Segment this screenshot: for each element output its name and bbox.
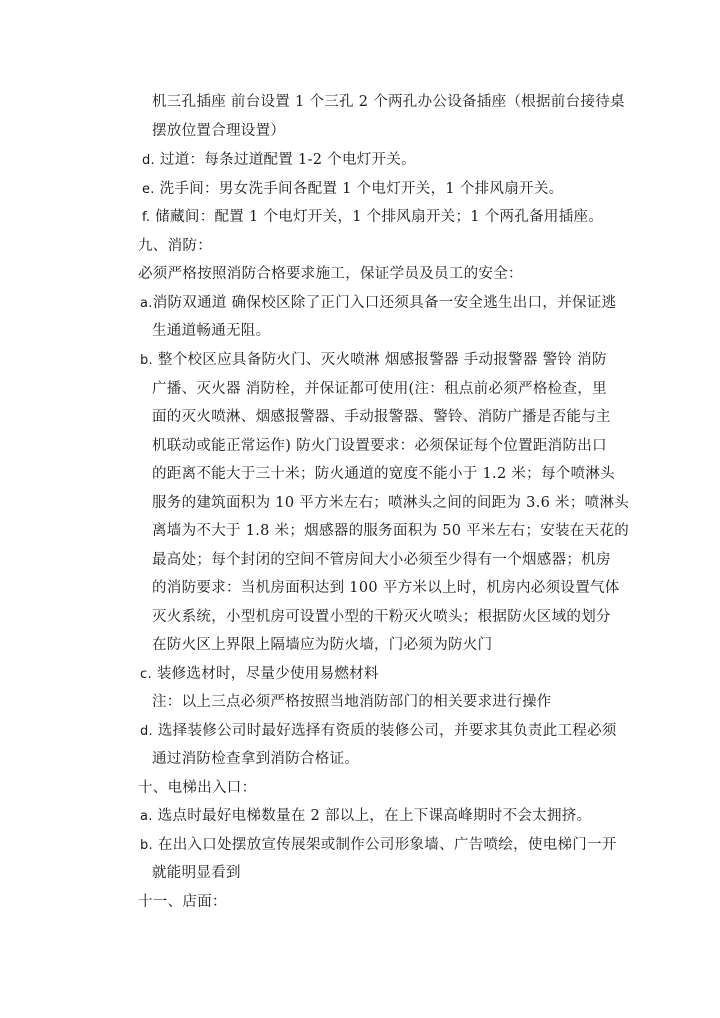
list-label: b. [140,353,153,368]
text-line: 广播、灭火器 消防栓，并保证都可使用(注：租点前必须严格检查，里 [152,381,607,397]
text-line: 摆放位置合理设置） [152,123,286,139]
text-line: 机三孔插座 前台设置 1 个三孔 2 个两孔办公设备插座（根据前台接待桌 [152,94,625,110]
text-line: 就能明显看到 [152,865,241,881]
list-label: d. [142,153,155,168]
text-line: 的消防要求：当机房面积达到 100 平方米以上时，机房内必须设置气体 [152,580,620,596]
list-item-b: b. 在出入口处摆放宣传展架或制作公司形象墙、广告喷绘，使电梯门一开 [140,837,617,853]
list-label: d. [140,724,153,739]
list-item-d: d. 选择装修公司时最好选择有资质的装修公司，并要求其负责此工程必须 [140,723,617,739]
list-item-c: c. 装修选材时，尽量少使用易燃材料 [140,666,379,682]
list-label: a. [140,296,153,311]
text-line: 面的灭火喷淋、烟感报警器、手动报警器、警铃、消防广播是否能与主 [152,409,611,425]
list-item-e: e. 洗手间：男女洗手间各配置 1 个电灯开关，1 个排风扇开关。 [142,181,564,197]
list-item-d: d. 过道：每条过道配置 1-2 个电灯开关。 [142,152,416,168]
list-label: c. [140,667,152,682]
list-item-a: a.消防双通道 确保校区除了正门入口还须具备一安全逃生出口，并保证逃 [140,295,617,311]
list-item-f: f. 储藏间：配置 1 个电灯开关，1 个排风扇开关；1 个两孔备用插座。 [142,209,604,225]
list-label: a. [140,809,153,824]
text-line: 服务的建筑面积为 10 平方米左右；喷淋头之间的间距为 3.6 米；喷淋头 [152,495,630,511]
text-line: 灭火系统，小型机房可设置小型的干粉灭火喷头；根据防火区域的划分 [152,609,611,625]
text-line: 最高处；每个封闭的空间不管房间大小必须至少得有一个烟感器；机房 [152,552,611,568]
text-line: 生通道畅通无阻。 [152,323,271,339]
list-label: e. [142,182,155,197]
list-item-b: b. 整个校区应具备防火门、灭火喷淋 烟感报警器 手动报警器 警铃 消防 [140,352,607,368]
note-line: 注：以上三点必须严格按照当地消防部门的相关要求进行操作 [152,694,552,710]
list-item-a: a. 选点时最好电梯数量在 2 部以上，在上下课高峰期时不会太拥挤。 [140,808,592,824]
section-heading: 九、消防： [138,238,212,254]
list-label: b. [140,838,153,853]
section-heading: 十一、店面： [138,894,227,910]
text-line: 通过消防检查拿到消防合格证。 [152,751,360,767]
list-label: f. [142,210,151,225]
text-line: 机联动或能正常运作) 防火门设置要求：必须保证每个位置距消防出口 [152,438,607,454]
text-line: 离墙为不大于 1.8 米；烟感器的服务面积为 50 平米左右；安装在天花的 [152,523,630,539]
text-line: 在防火区上界限上隔墙应为防火墙，门必须为防火门 [152,637,493,653]
section-heading: 十、电梯出入口： [138,780,257,796]
text-line: 必须严格按照消防合格要求施工，保证学员及员工的安全： [138,266,523,282]
text-line: 的距离不能大于三十米；防火通道的宽度不能小于 1.2 米；每个喷淋头 [152,466,615,482]
